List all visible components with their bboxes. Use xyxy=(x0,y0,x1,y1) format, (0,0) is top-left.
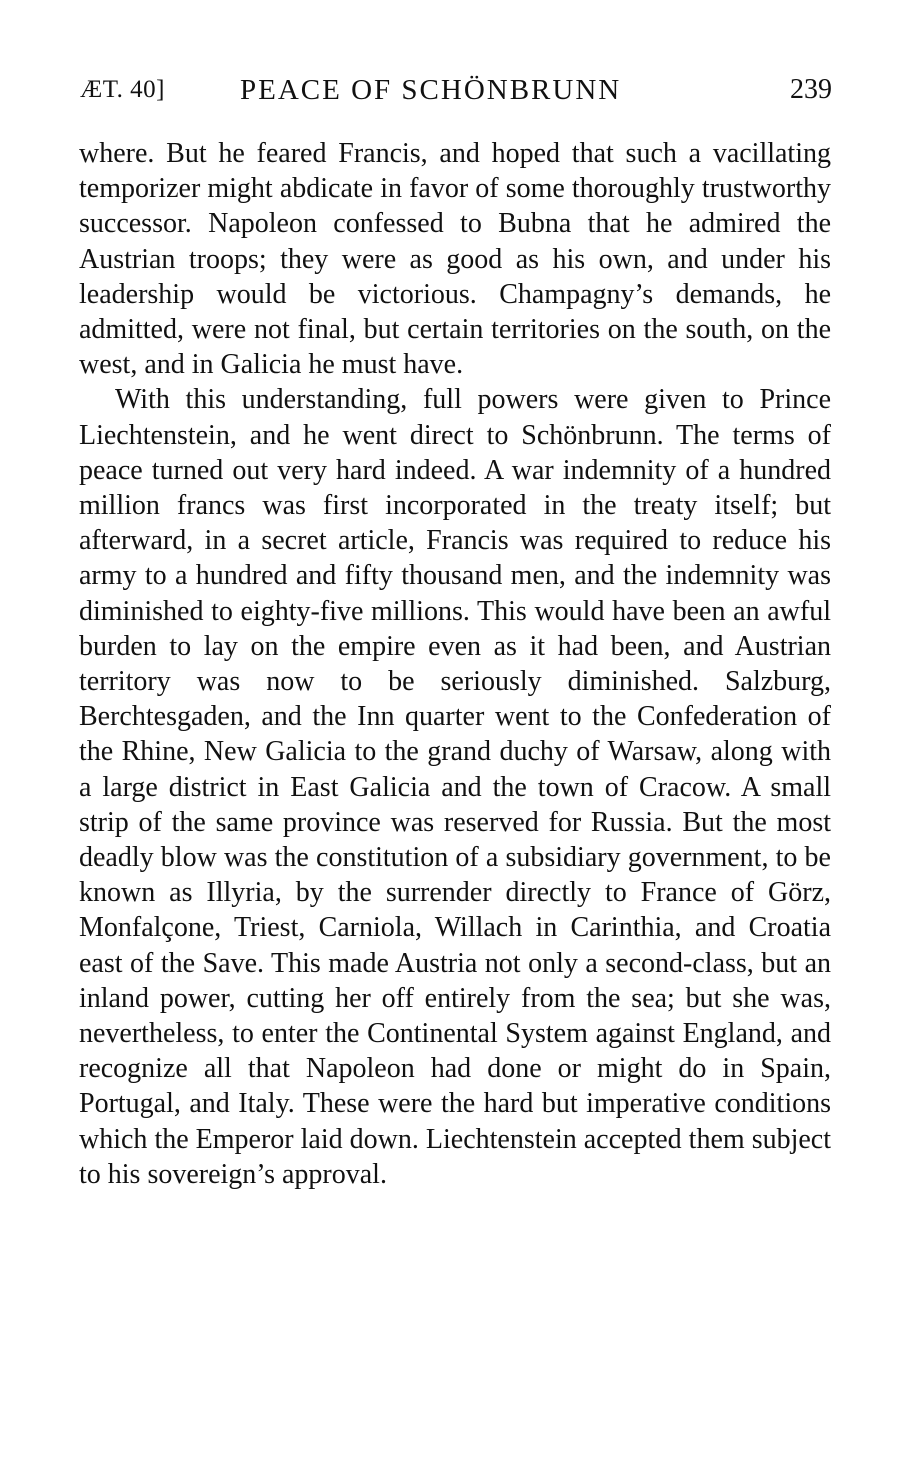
running-head xyxy=(80,70,832,110)
paragraph-2: With this understanding, full powers were given to Prince Liechtenstein, and he went direct to Schönbrunn. The terms of peace turned out very hard indeed. A war indemnity of a hundred million francs was first incorporated in the treaty itself; but afterward, in a secret article, Francis was required to reduce his army to a hundred and fifty thousand men, and the indemnity was diminished to eighty-five millions. This would have been an awful burden to lay on the empire even as it had been, and Austrian territory was now to be seriously diminished. Salzburg, Berchtesgaden, and the Inn quarter went to the Confederation of the Rhine, New Galicia to the grand duchy of Warsaw, along with a large district in East Galicia and the town of Cracow. A small strip of the same province was reserved for Russia. But the most deadly blow was the constitution of a subsidiary government, to be known as Illyria, by the surrender directly to France of Görz, Monfalçone, Triest, Carniola, Willach in Carinthia, and Croatia east of the Save. This made Austria not only a second-class, but an inland power, cutting her off entirely from the sea; but she was, nevertheless, to enter the Continental System against England, and recognize all that Napoleon had done or might do in Spain, Portugal, and Italy. These were the hard but imperative conditions which the Emperor laid down. Liechtenstein accepted them subject to his sovereign’s approval. xyxy=(79,384,831,1190)
body-text xyxy=(79,136,831,1192)
paragraph-1: where. But he feared Francis, and hoped that such a vacillating temporizer might abdicate in favor of some thoroughly trustworthy successor. Napoleon confessed to Bubna that he admired the Austrian troops; they were as good as his own, and under his leadership would be victorious. Champagny’s demands, he admitted, were not final, but certain territories on the south, on the west, and in Galicia he must have. xyxy=(79,138,831,381)
chapter-age-marker: ÆT. 40] xyxy=(80,76,165,103)
page-number: 239 xyxy=(790,74,832,105)
page-title: PEACE OF SCHÖNBRUNN xyxy=(240,74,622,106)
